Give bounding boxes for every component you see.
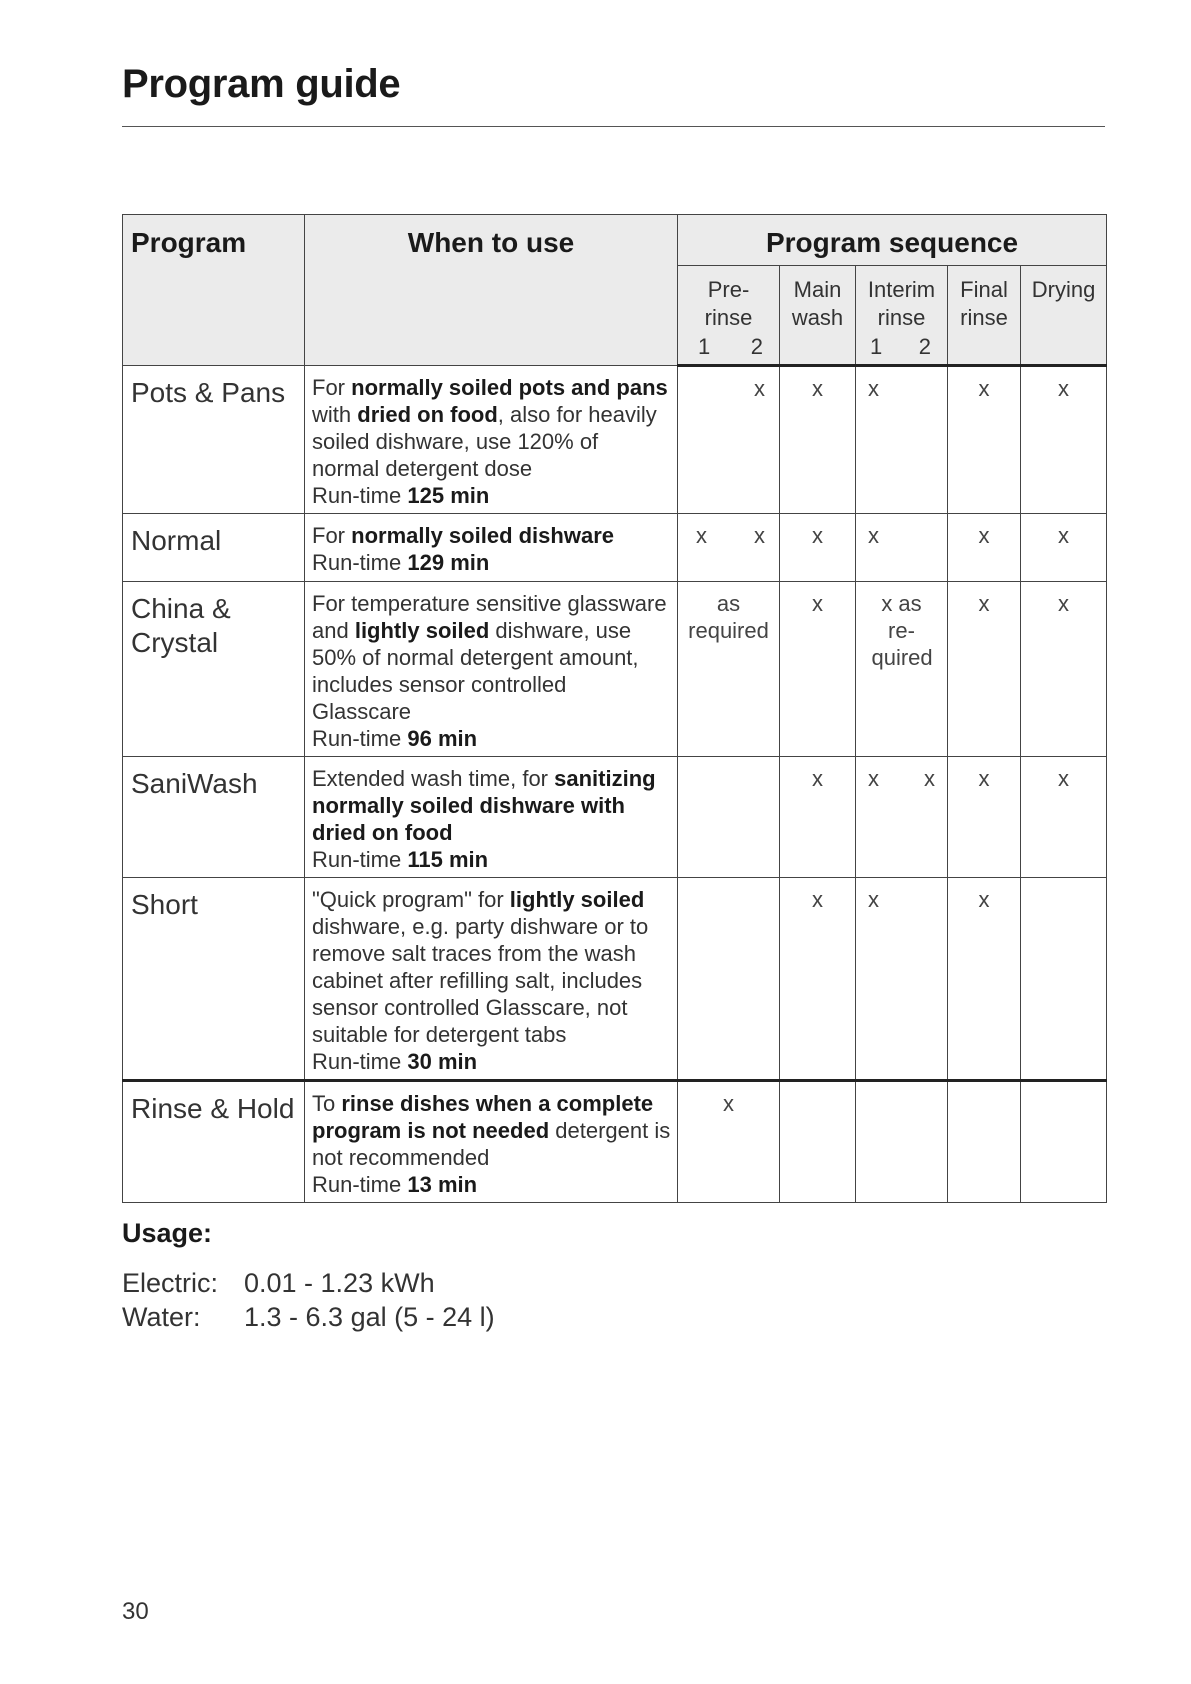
runtime-label: Run-time — [312, 550, 402, 575]
usage-water — [122, 1302, 495, 1333]
header-finalrinse — [948, 266, 1021, 366]
runtime-line — [312, 482, 671, 509]
runtime-line — [312, 725, 671, 752]
header-interim — [856, 266, 948, 366]
interim-1-mark: x — [868, 887, 879, 912]
runtime-label: Run-time — [312, 847, 402, 872]
prerinse-cell — [678, 514, 780, 582]
prerinse-1-mark: x — [696, 523, 707, 548]
when-to-use-bold: normally soiled pots and pans — [351, 375, 668, 400]
when-to-use-cell — [305, 757, 678, 878]
water-value: 1.3 - 6.3 gal (5 - 24 l) — [244, 1302, 495, 1332]
program-name: Pots & Pans — [123, 366, 305, 514]
runtime-value: 96 min — [407, 726, 478, 751]
mainwash-mark: x — [780, 757, 856, 878]
when-to-use-run: dishware, e.g. party dishware or to remove salt traces from the wash cabinet after refilling salt, includes sensor controlled Glasscare, not suitable for detergent tabs — [312, 914, 649, 1047]
program-name-text: China & Crystal — [131, 593, 231, 658]
interim-2-mark: x — [924, 766, 935, 791]
header-prerinse-label: Pre-rinse — [704, 277, 753, 330]
when-to-use-text — [312, 522, 671, 549]
finalrinse-mark — [948, 1081, 1021, 1203]
when-to-use-cell — [305, 514, 678, 582]
header-prerinse-1: 1 — [698, 334, 711, 359]
prerinse-text: as required — [688, 591, 769, 643]
page-number: 30 — [122, 1598, 149, 1625]
runtime-label: Run-time — [312, 483, 402, 508]
runtime-value: 13 min — [407, 1172, 478, 1197]
prerinse-mark: x — [678, 1081, 780, 1203]
mainwash-mark: x — [780, 582, 856, 757]
when-to-use-bold: lightly soiled — [509, 887, 645, 912]
runtime-line — [312, 1048, 671, 1075]
finalrinse-mark: x — [948, 757, 1021, 878]
when-to-use-bold: dried on food — [357, 402, 498, 427]
runtime-line — [312, 549, 671, 576]
drying-mark — [1021, 878, 1107, 1081]
header-mainwash — [780, 266, 856, 366]
finalrinse-mark: x — [948, 878, 1021, 1081]
runtime-value: 115 min — [407, 847, 489, 872]
program-name: Normal — [123, 514, 305, 582]
when-to-use-bold: sanitizing normally soiled dishware with dried on food — [312, 766, 656, 845]
header-prerinse — [678, 266, 780, 366]
drying-mark: x — [1021, 514, 1107, 582]
header-interim-label: Interim rinse — [867, 277, 936, 330]
table-row — [123, 514, 1107, 582]
finalrinse-mark: x — [948, 582, 1021, 757]
when-to-use-text — [312, 374, 671, 482]
header-when-to-use: When to use — [305, 215, 678, 366]
table-row — [123, 582, 1107, 757]
when-to-use-text — [312, 1090, 671, 1171]
runtime-label: Run-time — [312, 1049, 402, 1074]
program-name — [123, 582, 305, 757]
when-to-use-text — [312, 886, 671, 1048]
when-to-use-bold: lightly soiled — [354, 618, 490, 643]
usage-electric — [122, 1268, 435, 1299]
prerinse-cell — [678, 757, 780, 878]
when-to-use-bold: rinse dishes when a complete program is not needed — [312, 1091, 654, 1143]
when-to-use-run: Extended wash time, for — [312, 766, 555, 791]
when-to-use-cell — [305, 582, 678, 757]
program-guide-table — [122, 214, 1107, 1203]
header-interim-2: 2 — [918, 334, 931, 359]
header-mainwash-label: Main wash — [791, 277, 844, 330]
drying-mark: x — [1021, 366, 1107, 514]
when-to-use-text — [312, 765, 671, 846]
interim-text: x as re-quired — [871, 591, 933, 670]
program-name: SaniWash — [123, 757, 305, 878]
when-to-use-run: To — [312, 1091, 342, 1116]
interim-mark — [856, 582, 948, 757]
prerinse-2-mark: x — [754, 376, 765, 401]
prerinse-cell — [678, 878, 780, 1081]
header-program-sequence: Program sequence — [678, 215, 1107, 266]
when-to-use-run: For — [312, 523, 352, 548]
when-to-use-run: "Quick program" for — [312, 887, 510, 912]
prerinse-mark — [678, 582, 780, 757]
mainwash-mark: x — [780, 366, 856, 514]
drying-mark: x — [1021, 582, 1107, 757]
runtime-label: Run-time — [312, 726, 402, 751]
header-drying — [1021, 266, 1107, 366]
interim-1-mark: x — [868, 523, 879, 548]
interim-cell — [856, 514, 948, 582]
mainwash-mark: x — [780, 878, 856, 1081]
runtime-label: Run-time — [312, 1172, 402, 1197]
interim-cell — [856, 757, 948, 878]
prerinse-cell — [678, 366, 780, 514]
when-to-use-bold: normally soiled dishware — [351, 523, 614, 548]
when-to-use-cell — [305, 366, 678, 514]
runtime-value: 30 min — [407, 1049, 478, 1074]
table-row — [123, 878, 1107, 1081]
interim-1-mark: x — [868, 766, 879, 791]
finalrinse-mark: x — [948, 514, 1021, 582]
interim-cell — [856, 1081, 948, 1203]
drying-mark — [1021, 1081, 1107, 1203]
header-finalrinse-label: Final rinse — [960, 277, 1008, 330]
interim-cell — [856, 878, 948, 1081]
runtime-line — [312, 1171, 671, 1198]
header-interim-1: 1 — [870, 334, 883, 359]
finalrinse-mark: x — [948, 366, 1021, 514]
header-drying-label: Drying — [1031, 277, 1096, 302]
runtime-value: 125 min — [407, 483, 490, 508]
interim-1-mark: x — [868, 376, 879, 401]
table-row — [123, 757, 1107, 878]
program-name: Short — [123, 878, 305, 1081]
when-to-use-run: For — [312, 375, 352, 400]
when-to-use-run: with — [312, 402, 358, 427]
when-to-use-run: For temperature sensitive glassware and — [312, 591, 667, 643]
when-to-use-run: , also for heavily soiled dishware, use 120% of normal detergent dose — [312, 402, 657, 481]
prerinse-2-mark: x — [754, 523, 765, 548]
mainwash-mark — [780, 1081, 856, 1203]
electric-label: Electric: — [122, 1268, 219, 1298]
title-divider — [122, 126, 1105, 127]
when-to-use-run: detergent is not recommended — [312, 1118, 671, 1170]
interim-cell — [856, 366, 948, 514]
usage-heading: Usage: — [122, 1218, 213, 1248]
when-to-use-cell — [305, 878, 678, 1081]
runtime-line — [312, 846, 671, 873]
electric-value: 0.01 - 1.23 kWh — [244, 1268, 435, 1298]
page-title: Program guide — [122, 62, 401, 106]
table-row — [123, 1081, 1107, 1203]
runtime-value: 129 min — [407, 550, 490, 575]
mainwash-mark: x — [780, 514, 856, 582]
table-row — [123, 366, 1107, 514]
header-prerinse-2: 2 — [750, 334, 763, 359]
when-to-use-cell — [305, 1081, 678, 1203]
water-label: Water: — [122, 1302, 201, 1332]
when-to-use-run: dishware, use 50% of normal detergent amount, includes sensor controlled Glasscare — [312, 618, 639, 724]
when-to-use-text — [312, 590, 671, 725]
header-program: Program — [123, 215, 305, 366]
program-name: Rinse & Hold — [123, 1081, 305, 1203]
drying-mark: x — [1021, 757, 1107, 878]
